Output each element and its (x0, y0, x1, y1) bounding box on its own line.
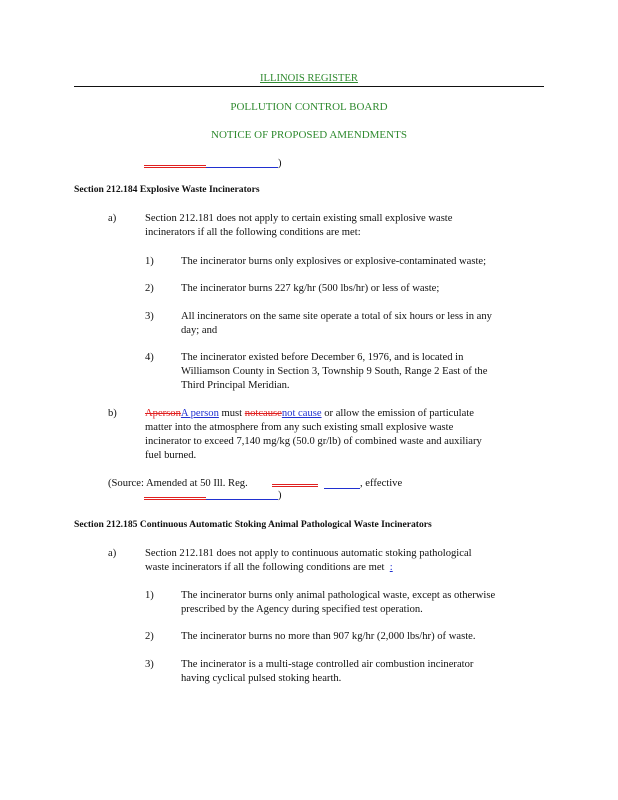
s184-b-first-line (145, 407, 474, 421)
plain-text: or allow the emission of particulate (321, 408, 474, 419)
plain-text: waste incinerators if all the following conditions are met (145, 562, 385, 573)
s185-item-text: prescribed by the Agency during specified test operation. (181, 604, 423, 615)
s184-a-text: incinerators if all the following conditions are met: (145, 227, 361, 238)
inserted-colon: : (389, 562, 393, 573)
s185-item-number: 1) (145, 590, 154, 601)
s185-item-number: 2) (145, 631, 154, 642)
s185-a-text-2 (145, 561, 393, 575)
s184-b-text: fuel burned. (145, 450, 197, 461)
s185-item-text: The incinerator burns no more than 907 kg/hr (2,000 lbs/hr) of waste. (181, 631, 476, 642)
deleted-text: Aperson (145, 408, 181, 419)
s185-a-text: Section 212.181 does not apply to continuous automatic stoking pathological (145, 548, 472, 559)
source-paren: ) (278, 490, 282, 501)
s184-item-text: Williamson County in Section 3, Township 9 South, Range 2 East of the (181, 366, 488, 377)
s184-item-text: The incinerator burns 227 kg/hr (500 lbs/hr) or less of waste; (181, 283, 440, 294)
deleted-text: notcause (244, 408, 282, 419)
insertion-marker (324, 488, 360, 489)
placeholder-paren: ) (278, 158, 282, 169)
source-effective: , effective (360, 478, 403, 489)
s185-item-text: having cyclical pulsed stoking hearth. (181, 673, 342, 684)
s185-item-number: 3) (145, 659, 154, 670)
s184-a-text: Section 212.181 does not apply to certain existing small explosive waste (145, 213, 453, 224)
s184-b-text: matter into the atmosphere from any such existing small explosive waste (145, 422, 454, 433)
s185-a-label: a) (108, 548, 117, 559)
s184-item-number: 4) (145, 352, 154, 363)
insertion-marker (206, 167, 278, 168)
deletion-marker (144, 165, 206, 168)
s184-item-text: The incinerator burns only explosives or explosive-contaminated waste; (181, 256, 487, 267)
header-rule (74, 86, 544, 87)
notice-title: NOTICE OF PROPOSED AMENDMENTS (211, 129, 407, 141)
deletion-marker (144, 497, 206, 500)
s185-item-text: The incinerator is a multi-stage controlled air combustion incinerator (181, 659, 474, 670)
s184-a-label: a) (108, 213, 117, 224)
inserted-text: not cause (281, 408, 322, 419)
deletion-marker (272, 484, 318, 487)
section-212-185-heading: Section 212.185 Continuous Automatic Stoking Animal Pathological Waste Incinerators (74, 519, 432, 530)
s184-b-text: incinerator to exceed 7,140 mg/kg (50.0 gr/lb) of combined waste and auxiliary (145, 436, 482, 447)
s185-item-text: The incinerator burns only animal pathological waste, except as otherwise (181, 590, 496, 601)
source-note: (Source: Amended at 50 Ill. Reg. (108, 478, 248, 489)
s184-b-label: b) (108, 408, 117, 419)
s184-item-number: 3) (145, 311, 154, 322)
s184-item-text: The incinerator existed before December 6, 1976, and is located in (181, 352, 464, 363)
plain-text: must (218, 408, 245, 419)
inserted-text: A person (180, 408, 219, 419)
s184-item-number: 1) (145, 256, 154, 267)
s184-item-number: 2) (145, 283, 154, 294)
register-title: ILLINOIS REGISTER (260, 73, 358, 84)
s184-item-text: All incinerators on the same site operate a total of six hours or less in any (181, 311, 492, 322)
s184-item-text: Third Principal Meridian. (181, 380, 290, 391)
board-name: POLLUTION CONTROL BOARD (230, 101, 388, 113)
insertion-marker (206, 499, 278, 500)
section-212-184-heading: Section 212.184 Explosive Waste Incinerators (74, 184, 260, 195)
s184-item-text: day; and (181, 325, 218, 336)
